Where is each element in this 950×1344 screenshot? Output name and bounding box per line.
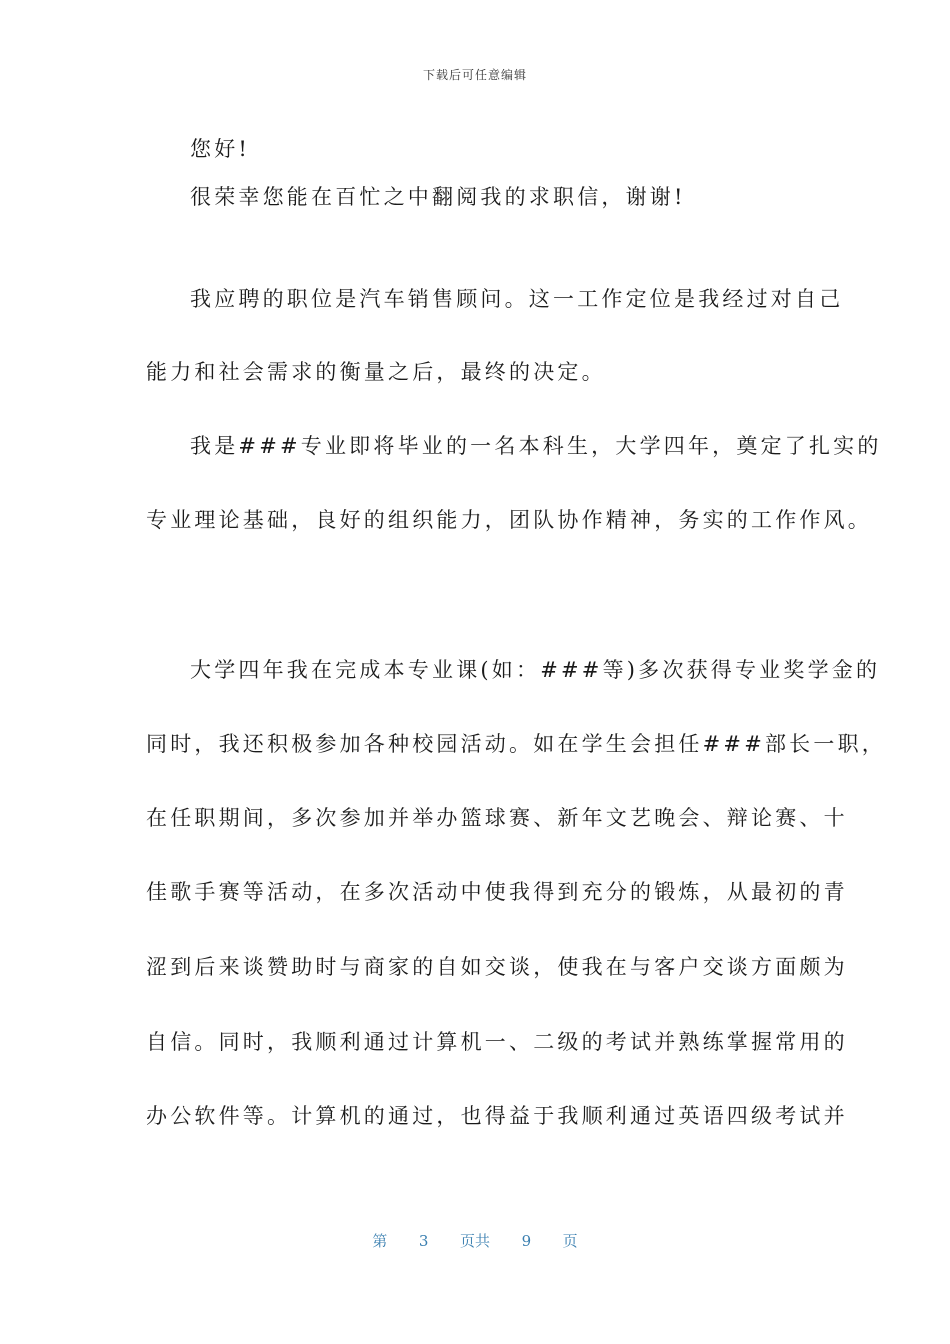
greeting-line: 您好! (190, 137, 251, 161)
total-pages-number: 9 (521, 1232, 532, 1250)
current-page-number: 3 (418, 1232, 429, 1250)
paragraph-3-line-6: 自信。同时，我顺利通过计算机一、二级的考试并熟练掌握常用的 (146, 1030, 848, 1054)
paragraph-1-line-1: 我应聘的职位是汽车销售顾问。这一工作定位是我经过对自己 (190, 287, 844, 311)
paragraph-3-line-7: 办公软件等。计算机的通过，也得益于我顺利通过英语四级考试并 (146, 1104, 848, 1128)
paragraph-3-line-4: 佳歌手赛等活动，在多次活动中使我得到充分的锻炼，从最初的青 (146, 880, 848, 904)
paragraph-3-line-5: 涩到后来谈赞助时与商家的自如交谈，使我在与客户交谈方面颇为 (146, 955, 848, 979)
page-middle-text: 页共 (459, 1232, 490, 1250)
paragraph-1-line-2: 能力和社会需求的衡量之后，最终的决定。 (146, 360, 606, 384)
paragraph-2-line-1: 我是###专业即将毕业的一名本科生，大学四年，奠定了扎实的 (190, 434, 882, 458)
paragraph-3-line-3: 在任职期间，多次参加并举办篮球赛、新年文艺晚会、辩论赛、十 (146, 806, 848, 830)
page-suffix: 页 (562, 1232, 578, 1250)
paragraph-3-line-2: 同时，我还积极参加各种校园活动。如在学生会担任###部长一职， (146, 732, 886, 756)
paragraph-3-line-1: 大学四年我在完成本专业课(如：###等)多次获得专业奖学金的 (190, 658, 881, 682)
page-prefix: 第 (372, 1232, 388, 1250)
page-footer (0, 1230, 950, 1251)
thanks-line: 很荣幸您能在百忙之中翻阅我的求职信，谢谢! (190, 185, 686, 209)
page-header: 下载后可任意编辑 (422, 68, 527, 82)
paragraph-2-line-2: 专业理论基础，良好的组织能力，团队协作精神，务实的工作作风。 (146, 508, 872, 532)
